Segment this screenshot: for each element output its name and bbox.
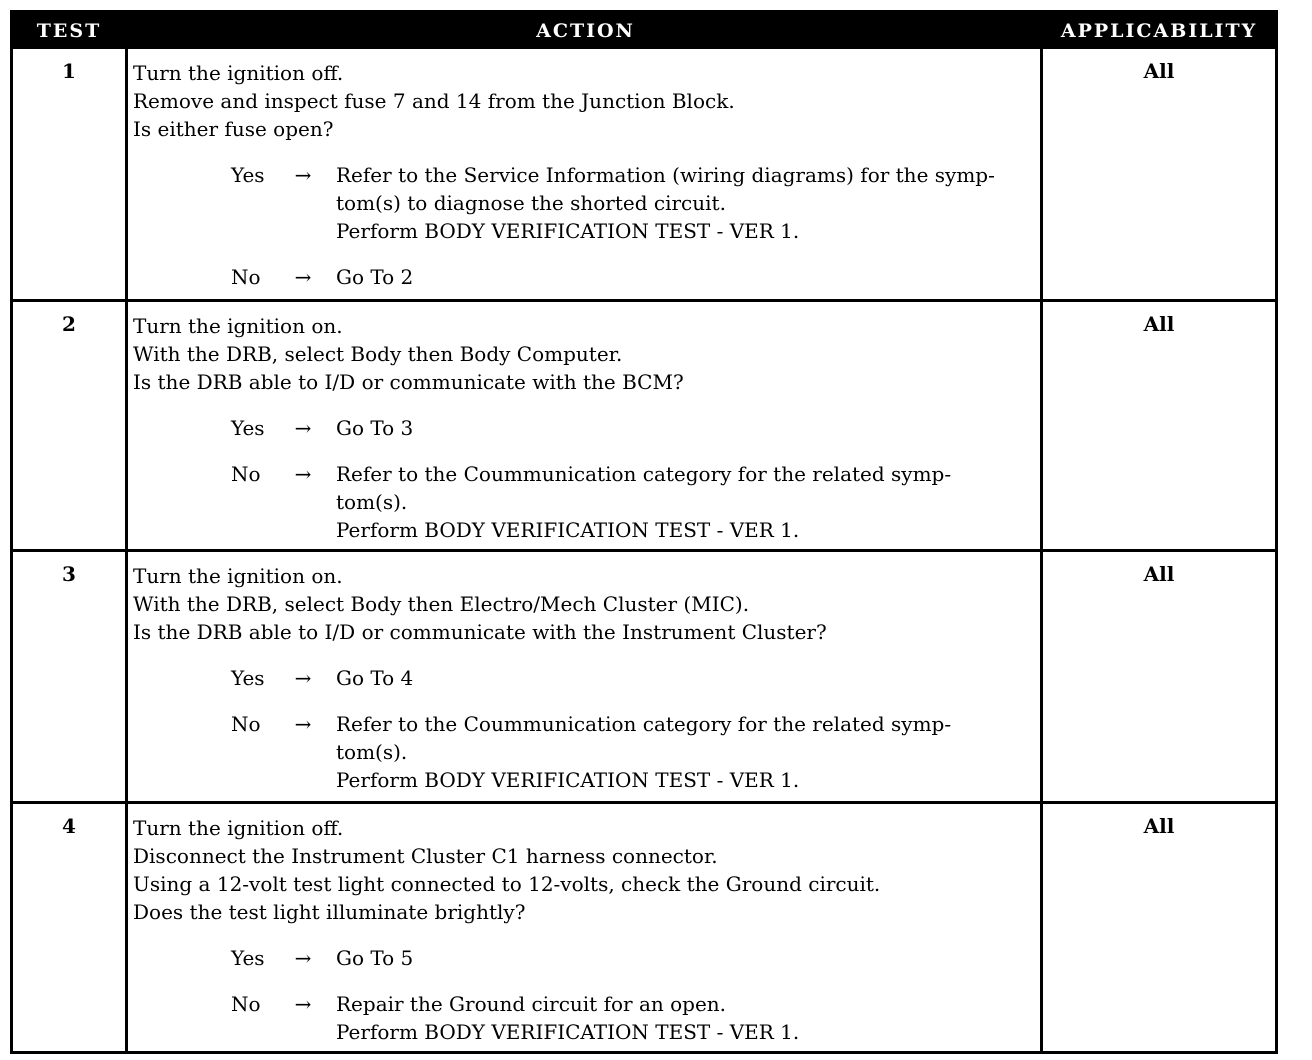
result-line: Go To 5: [336, 946, 414, 970]
result-line: Perform BODY VERIFICATION TEST - VER 1.: [336, 518, 800, 542]
yes-label: Yes: [231, 163, 265, 187]
step-line: Turn the ignition off.: [133, 816, 344, 840]
table-row: [13, 552, 1275, 804]
result-line: Repair the Ground circuit for an open.: [336, 992, 727, 1016]
no-label: No: [231, 712, 261, 736]
yes-label: Yes: [231, 416, 265, 440]
arrow-icon: →: [294, 666, 312, 690]
yes-branch: [133, 414, 1038, 442]
applicability-value: All: [1143, 312, 1175, 336]
result-line: tom(s).: [336, 490, 408, 514]
result-line: tom(s).: [336, 740, 408, 764]
result-text: [336, 664, 1038, 692]
diagnostic-table: [10, 10, 1278, 1054]
result-line: Perform BODY VERIFICATION TEST - VER 1.: [336, 1020, 800, 1044]
result-text: [336, 161, 1038, 245]
arrow-icon: →: [294, 946, 312, 970]
result-line: Refer to the Coummunication category for the related symp-: [336, 712, 952, 736]
step-line: Disconnect the Instrument Cluster C1 harness connector.: [133, 844, 718, 868]
table-row: [13, 804, 1275, 1051]
table-row: [13, 49, 1275, 302]
result-text: [336, 944, 1038, 972]
arrow-icon: →: [294, 163, 312, 187]
step-line: Is the DRB able to I/D or communicate with the Instrument Cluster?: [133, 620, 827, 644]
arrow-icon: →: [294, 992, 312, 1016]
test-number: 4: [62, 814, 76, 838]
step-line: Turn the ignition on.: [133, 564, 343, 588]
header-test: TEST: [36, 20, 102, 42]
result-line: tom(s) to diagnose the shorted circuit.: [336, 191, 726, 215]
step-line: Turn the ignition on.: [133, 314, 343, 338]
header-action: ACTION: [536, 20, 635, 42]
step-line: Does the test light illuminate brightly?: [133, 900, 526, 924]
step-line: With the DRB, select Body then Body Computer.: [133, 342, 623, 366]
no-label: No: [231, 992, 261, 1016]
test-number: 1: [62, 59, 76, 83]
result-line: Perform BODY VERIFICATION TEST - VER 1.: [336, 219, 800, 243]
arrow-icon: →: [294, 462, 312, 486]
action-cell: [133, 814, 1038, 1046]
step-line: With the DRB, select Body then Electro/Mech Cluster (MIC).: [133, 592, 750, 616]
step-line: Using a 12-volt test light connected to 12-volts, check the Ground circuit.: [133, 872, 881, 896]
action-cell: [133, 312, 1038, 544]
test-number: 2: [62, 312, 76, 336]
yes-label: Yes: [231, 946, 265, 970]
yes-branch: [133, 664, 1038, 692]
result-line: Refer to the Service Information (wiring diagrams) for the symp-: [336, 163, 995, 187]
result-text: [336, 263, 1038, 291]
step-line: Is the DRB able to I/D or communicate with the BCM?: [133, 370, 684, 394]
header-applicability: APPLICABILITY: [1060, 20, 1258, 42]
yes-label: Yes: [231, 666, 265, 690]
table-header: [13, 13, 1275, 49]
table-row: [13, 302, 1275, 552]
step-line: Is either fuse open?: [133, 117, 334, 141]
result-line: Refer to the Coummunication category for the related symp-: [336, 462, 952, 486]
result-line: Go To 3: [336, 416, 414, 440]
step-line: Remove and inspect fuse 7 and 14 from the Junction Block.: [133, 89, 735, 113]
no-branch: [133, 990, 1038, 1046]
applicability-value: All: [1143, 814, 1175, 838]
arrow-icon: →: [294, 712, 312, 736]
test-number: 3: [62, 562, 76, 586]
step-line: Turn the ignition off.: [133, 61, 344, 85]
no-branch: [133, 460, 1038, 544]
result-text: [336, 990, 1038, 1046]
arrow-icon: →: [294, 416, 312, 440]
result-text: [336, 414, 1038, 442]
yes-branch: [133, 161, 1038, 245]
result-text: [336, 710, 1038, 794]
action-cell: [133, 562, 1038, 794]
result-line: Go To 2: [336, 265, 414, 289]
action-cell: [133, 59, 1038, 291]
yes-branch: [133, 944, 1038, 972]
result-line: Perform BODY VERIFICATION TEST - VER 1.: [336, 768, 800, 792]
no-label: No: [231, 462, 261, 486]
applicability-value: All: [1143, 59, 1175, 83]
result-text: [336, 460, 1038, 544]
no-branch: [133, 710, 1038, 794]
no-label: No: [231, 265, 261, 289]
arrow-icon: →: [294, 265, 312, 289]
no-branch: [133, 263, 1038, 291]
result-line: Go To 4: [336, 666, 414, 690]
applicability-value: All: [1143, 562, 1175, 586]
